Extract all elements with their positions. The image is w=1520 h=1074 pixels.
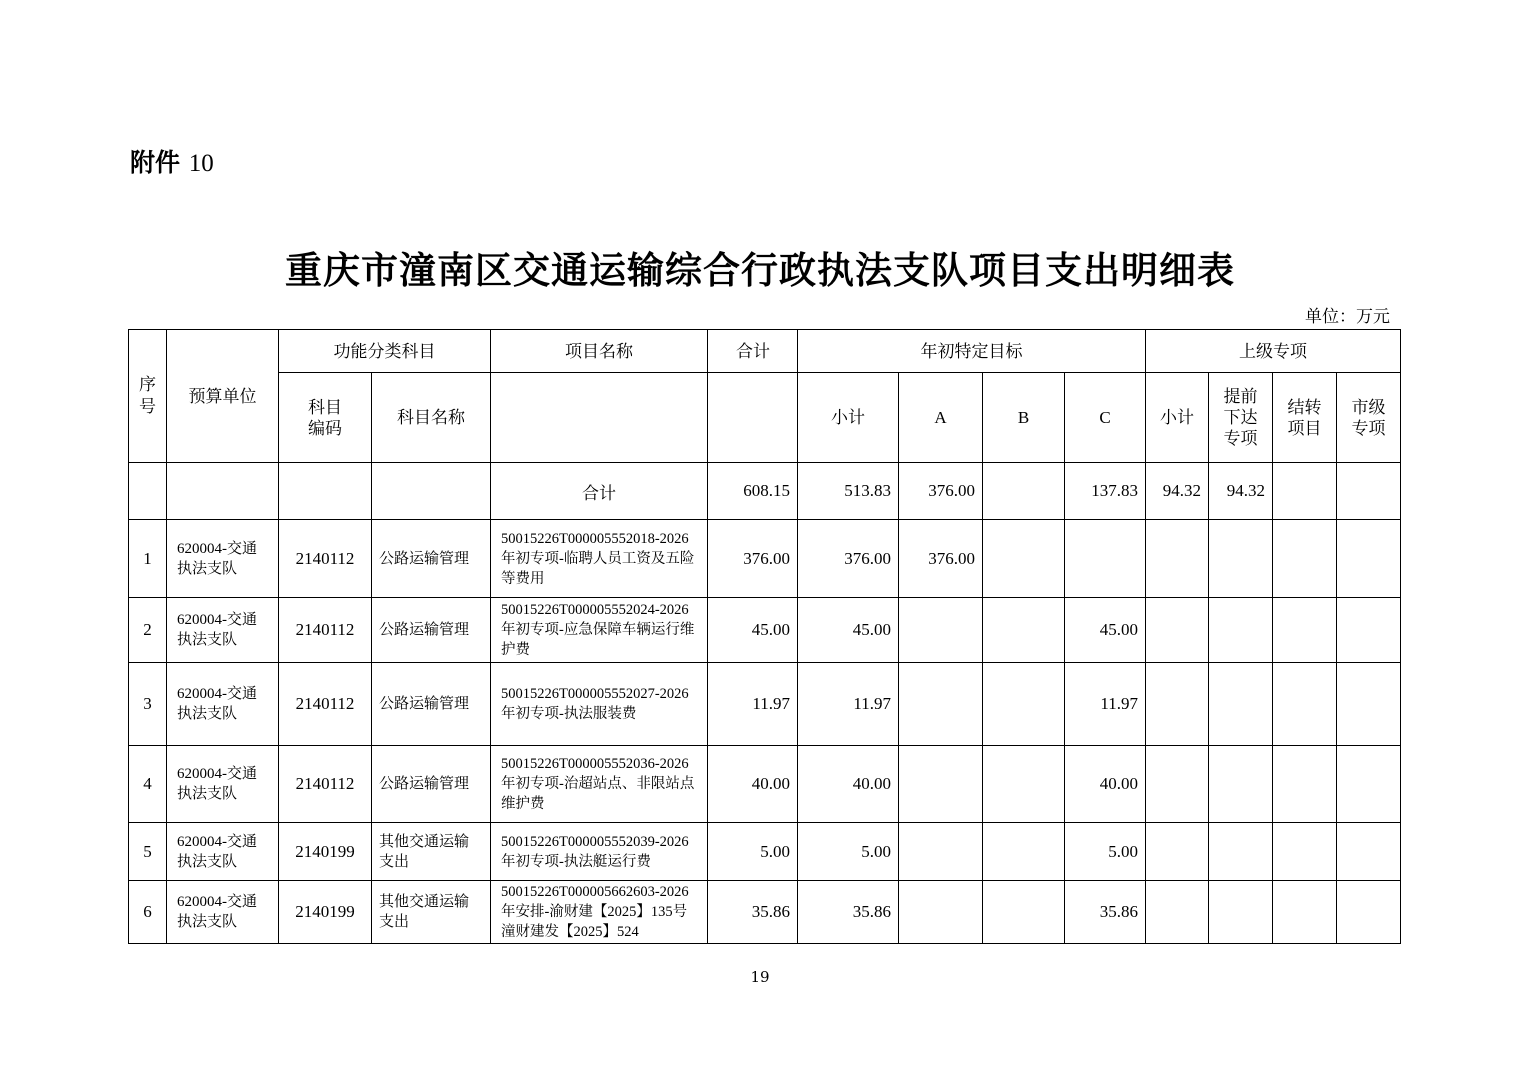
table-row — [129, 746, 1401, 823]
row-subject: 公路运输管理 — [372, 598, 491, 663]
header-advance: 提前下达专项 — [1209, 373, 1273, 463]
row-unit: 620004-交通执法支队 — [167, 520, 279, 598]
header-total-blank — [708, 373, 798, 463]
row-b — [983, 823, 1065, 881]
row-city — [1337, 746, 1401, 823]
row-project: 50015226T000005552018-2026年初专项-临聘人员工资及五险等费用 — [491, 520, 708, 598]
row-carryover — [1273, 520, 1337, 598]
header-city: 市级专项 — [1337, 373, 1401, 463]
row-c: 11.97 — [1065, 663, 1146, 746]
row-seq: 4 — [129, 746, 167, 823]
row-carryover — [1273, 881, 1337, 944]
header-unit: 预算单位 — [167, 330, 279, 463]
row-carryover — [1273, 663, 1337, 746]
row-b — [983, 520, 1065, 598]
row-city — [1337, 823, 1401, 881]
header-a: A — [899, 373, 983, 463]
row-code: 2140112 — [279, 520, 372, 598]
row-subtotal: 11.97 — [798, 663, 899, 746]
total-carryover — [1273, 463, 1337, 520]
row-sup-subtotal — [1146, 520, 1209, 598]
row-sup-subtotal — [1146, 746, 1209, 823]
row-sup-subtotal — [1146, 598, 1209, 663]
row-b — [983, 598, 1065, 663]
row-project: 50015226T000005662603-2026年安排-渝财建【2025】135号潼财建发【2025】524 — [491, 881, 708, 944]
row-c: 5.00 — [1065, 823, 1146, 881]
header-carryover: 结转项目 — [1273, 373, 1337, 463]
total-b — [983, 463, 1065, 520]
table-row — [129, 520, 1401, 598]
row-code: 2140112 — [279, 598, 372, 663]
row-advance — [1209, 881, 1273, 944]
row-subject: 公路运输管理 — [372, 663, 491, 746]
row-subtotal: 376.00 — [798, 520, 899, 598]
header-row-1 — [129, 330, 1401, 373]
row-code: 2140112 — [279, 663, 372, 746]
header-seq: 序号 — [129, 330, 167, 463]
header-project-blank — [491, 373, 708, 463]
row-total: 45.00 — [708, 598, 798, 663]
row-total: 11.97 — [708, 663, 798, 746]
header-total: 合计 — [708, 330, 798, 373]
row-code: 2140112 — [279, 746, 372, 823]
header-func-class: 功能分类科目 — [279, 330, 491, 373]
row-sup-subtotal — [1146, 881, 1209, 944]
row-city — [1337, 520, 1401, 598]
total-advance: 94.32 — [1209, 463, 1273, 520]
row-carryover — [1273, 598, 1337, 663]
row-total: 35.86 — [708, 881, 798, 944]
row-total: 40.00 — [708, 746, 798, 823]
header-subject-code: 科目编码 — [279, 373, 372, 463]
row-project: 50015226T000005552039-2026年初专项-执法艇运行费 — [491, 823, 708, 881]
total-sup-subtotal: 94.32 — [1146, 463, 1209, 520]
row-advance — [1209, 823, 1273, 881]
row-advance — [1209, 520, 1273, 598]
total-total: 608.15 — [708, 463, 798, 520]
row-a — [899, 663, 983, 746]
table-row — [129, 598, 1401, 663]
header-b: B — [983, 373, 1065, 463]
row-unit: 620004-交通执法支队 — [167, 663, 279, 746]
row-advance — [1209, 746, 1273, 823]
row-carryover — [1273, 823, 1337, 881]
row-unit: 620004-交通执法支队 — [167, 823, 279, 881]
row-sup-subtotal — [1146, 663, 1209, 746]
page-title: 重庆市潼南区交通运输综合行政执法支队项目支出明细表 — [285, 248, 1235, 292]
total-row — [129, 463, 1401, 520]
attachment-label — [130, 143, 214, 179]
header-subtotal: 小计 — [798, 373, 899, 463]
row-unit: 620004-交通执法支队 — [167, 881, 279, 944]
total-label: 合计 — [491, 463, 708, 520]
attachment-number: 10 — [188, 150, 214, 177]
header-row-2 — [129, 373, 1401, 463]
row-total: 376.00 — [708, 520, 798, 598]
row-city — [1337, 881, 1401, 944]
row-city — [1337, 663, 1401, 746]
row-advance — [1209, 663, 1273, 746]
row-subtotal: 45.00 — [798, 598, 899, 663]
row-total: 5.00 — [708, 823, 798, 881]
header-sup-subtotal: 小计 — [1146, 373, 1209, 463]
row-project: 50015226T000005552027-2026年初专项-执法服装费 — [491, 663, 708, 746]
row-seq: 1 — [129, 520, 167, 598]
row-a: 376.00 — [899, 520, 983, 598]
row-a — [899, 598, 983, 663]
row-b — [983, 746, 1065, 823]
row-seq: 6 — [129, 881, 167, 944]
row-subject: 其他交通运输支出 — [372, 881, 491, 944]
total-c: 137.83 — [1065, 463, 1146, 520]
row-a — [899, 823, 983, 881]
row-c: 35.86 — [1065, 881, 1146, 944]
row-subject: 公路运输管理 — [372, 746, 491, 823]
row-code: 2140199 — [279, 823, 372, 881]
row-b — [983, 881, 1065, 944]
row-project: 50015226T000005552024-2026年初专项-应急保障车辆运行维护费 — [491, 598, 708, 663]
row-seq: 2 — [129, 598, 167, 663]
table-row — [129, 663, 1401, 746]
header-superior: 上级专项 — [1146, 330, 1401, 373]
total-subtotal: 513.83 — [798, 463, 899, 520]
header-c: C — [1065, 373, 1146, 463]
row-subject: 公路运输管理 — [372, 520, 491, 598]
expenditure-table — [128, 329, 1401, 944]
row-city — [1337, 598, 1401, 663]
table-row — [129, 823, 1401, 881]
row-subtotal: 40.00 — [798, 746, 899, 823]
row-b — [983, 663, 1065, 746]
row-project: 50015226T000005552036-2026年初专项-治超站点、非限站点维护费 — [491, 746, 708, 823]
row-unit: 620004-交通执法支队 — [167, 746, 279, 823]
row-sup-subtotal — [1146, 823, 1209, 881]
attachment-prefix: 附件 — [130, 148, 181, 177]
total-city — [1337, 463, 1401, 520]
row-code: 2140199 — [279, 881, 372, 944]
row-c — [1065, 520, 1146, 598]
row-advance — [1209, 598, 1273, 663]
data-rows — [129, 520, 1401, 944]
row-seq: 3 — [129, 663, 167, 746]
table-row — [129, 881, 1401, 944]
row-a — [899, 881, 983, 944]
page-number: 19 — [750, 968, 770, 986]
row-subtotal: 35.86 — [798, 881, 899, 944]
unit-label: 单位：万元 — [1305, 307, 1390, 327]
row-seq: 5 — [129, 823, 167, 881]
row-c: 45.00 — [1065, 598, 1146, 663]
total-a: 376.00 — [899, 463, 983, 520]
row-subtotal: 5.00 — [798, 823, 899, 881]
row-c: 40.00 — [1065, 746, 1146, 823]
row-subject: 其他交通运输支出 — [372, 823, 491, 881]
row-a — [899, 746, 983, 823]
header-subject-name: 科目名称 — [372, 373, 491, 463]
header-annual-target: 年初特定目标 — [798, 330, 1146, 373]
row-unit: 620004-交通执法支队 — [167, 598, 279, 663]
header-project-name: 项目名称 — [491, 330, 708, 373]
row-carryover — [1273, 746, 1337, 823]
